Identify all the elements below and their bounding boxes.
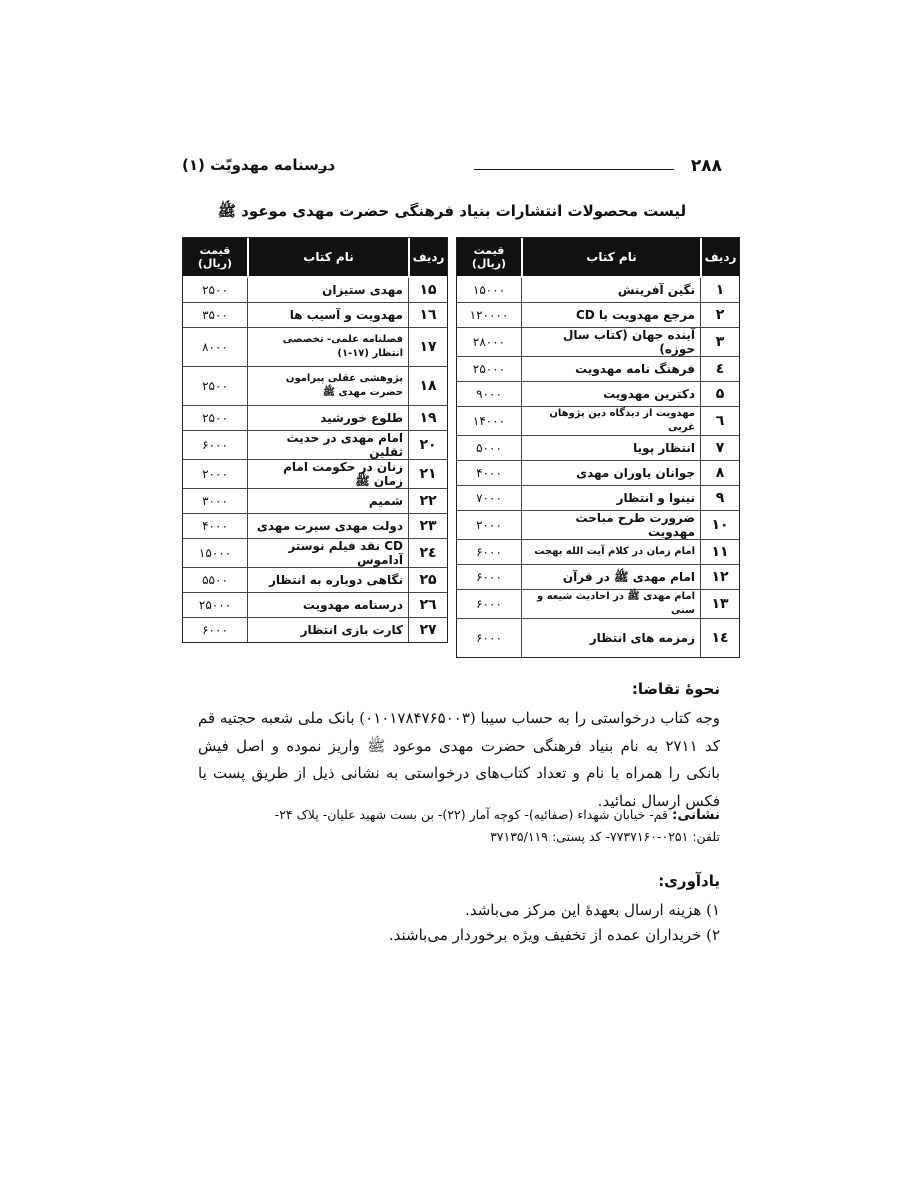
book-name-cell: امام زمان در کلام آیت الله بهجت: [521, 540, 700, 565]
book-name-cell: جوانان یاوران مهدی: [521, 461, 700, 486]
row-number-cell: ۲: [700, 303, 739, 328]
price-cell: ۲۵۰۰۰: [457, 357, 521, 382]
row-number-cell: ۲۷: [408, 618, 447, 642]
header-price: قیمت (ریال): [183, 238, 247, 278]
book-name-cell: انتظار پویا: [521, 436, 700, 461]
products-table-right: [456, 237, 740, 658]
running-header: [182, 156, 722, 182]
price-cell: ۵۵۰۰: [183, 568, 247, 593]
price-cell: ۶۰۰۰: [476, 631, 502, 645]
price-cell: ۶۰۰۰: [457, 590, 521, 619]
table-row: [183, 568, 447, 593]
row-number-cell: ۲۱: [408, 460, 447, 489]
phone-postal-line: تلفن: ۰۲۵۱-۷۷۳۷۱۶۰- کد پستی: ۳۷۱۳۵/۱۱۹: [490, 829, 720, 844]
table-row: [457, 565, 739, 590]
table-row: [183, 618, 447, 642]
row-number-cell: ۲۰: [408, 431, 447, 460]
price-cell: ۶۰۰۰: [202, 623, 228, 637]
price-cell: ۲۵۰۰: [183, 406, 247, 431]
table-left-body: [183, 278, 447, 642]
price-cell: ۱۲۰۰۰۰: [457, 303, 521, 328]
row-number-cell: ۱۸: [408, 367, 447, 406]
header-rule: [474, 169, 674, 170]
book-name-cell: نینوا و انتظار: [521, 486, 700, 511]
book-name-cell: امام مهدی ﷺ در احادیث شیعه و سنی: [521, 590, 700, 619]
book-title: درسنامه مهدویّت (۱): [182, 156, 336, 174]
row-number-cell: ۱۰: [700, 511, 739, 540]
row-number-cell: ١٤: [700, 619, 739, 657]
row-number-cell: ۷: [700, 436, 739, 461]
price-cell: ۵۰۰۰: [457, 436, 521, 461]
header-row-no: ردیف: [408, 238, 447, 278]
book-name-cell: امام مهدی ﷺ در قرآن: [521, 565, 700, 590]
book-name-cell: نگین آفرینش: [521, 278, 700, 303]
price-cell: ۴۰۰۰: [457, 461, 521, 486]
price-cell: ۱۴۰۰۰: [457, 407, 521, 436]
table-row: [457, 540, 739, 565]
header-row-no: ردیف: [700, 238, 739, 278]
header-book-name: نام کتاب: [247, 238, 408, 278]
book-name-cell: شمیم: [247, 489, 408, 514]
price-cell: ۶۰۰۰: [457, 565, 521, 590]
table-row: [457, 278, 739, 303]
reminder-list: [200, 898, 720, 948]
price-cell: ۱۵۰۰۰: [457, 278, 521, 303]
request-body: وجه کتاب درخواستی را به حساب سیبا (۰۱۰۱۷۸۴۷۶۵۰۰۳) بانک ملی شعبه حجتیه قم کد ۲۷۱۱ به نام بنیاد فرهنگی حضرت مهدی موعود ﷺ واریز نموده و اصل فیش بانکی را همراه با نام و تعداد کتاب‌های درخواستی به نشانی ذیل از طریق پست یا فکس ارسال نمائید.: [198, 709, 720, 810]
reminder-item: ۲) خریداران عمده از تخفیف ویژه برخوردار می‌باشند.: [388, 926, 720, 944]
table-row: [457, 382, 739, 407]
header-book-name: نام کتاب: [521, 238, 700, 278]
price-cell: ۳۰۰۰: [183, 489, 247, 514]
price-cell: ۲۵۰۰: [183, 367, 247, 406]
price-cell: ۲۵۰۰۰: [183, 593, 247, 618]
row-number-cell: ٤: [700, 357, 739, 382]
price-cell: ۲۰۰۰: [457, 511, 521, 540]
row-number-cell: ۱: [700, 278, 739, 303]
price-cell: ۲۵۰۰: [183, 278, 247, 303]
book-name-cell: فرهنگ نامه مهدویت: [521, 357, 700, 382]
table-row: [457, 461, 739, 486]
book-name-cell: مهدویت از دیدگاه دین پژوهان غربی: [521, 407, 700, 436]
request-heading: نحوهٔ تقاضا:: [631, 680, 720, 698]
table-row: [457, 303, 739, 328]
book-name-cell: کارت بازی انتظار: [247, 618, 408, 642]
page-number: ۲۸۸: [690, 156, 722, 176]
book-name-cell: مرجع مهدویت با CD: [521, 303, 700, 328]
table-row: [457, 619, 739, 657]
address-line: قم- خیابان شهداء (صفائیه)- کوچه آمار (۲۲)- بن بست شهید علیان- پلاک ۲۴-: [274, 807, 672, 822]
book-name-cell: پژوهشی عقلی پیرامون حضرت مهدی ﷺ: [247, 367, 408, 406]
row-number-cell: ۲٤: [408, 539, 447, 568]
book-name-cell: زمزمه های انتظار: [521, 619, 700, 657]
list-title: لیست محصولات انتشارات بنیاد فرهنگی حضرت مهدی موعود ﷺ: [217, 202, 687, 220]
book-name-cell: مهدویت و آسیب ها: [247, 303, 408, 328]
price-cell: ۲۰۰۰: [183, 460, 247, 489]
row-number-cell: ۱٦: [408, 303, 447, 328]
table-row: [183, 406, 447, 431]
row-number-cell: ۱۹: [408, 406, 447, 431]
row-number-cell: ۳: [700, 328, 739, 357]
row-number-cell: ۲۲: [408, 489, 447, 514]
table-row: [457, 511, 739, 540]
book-name-cell: آینده جهان (کتاب سال حوزه): [521, 328, 700, 357]
book-name-cell: دکترین مهدویت: [521, 382, 700, 407]
table-row: [183, 303, 447, 328]
table-row: [457, 328, 739, 357]
price-cell: ۹۰۰۰: [457, 382, 521, 407]
row-number-cell: ۲۵: [408, 568, 447, 593]
price-cell: ۸۰۰۰: [183, 328, 247, 367]
row-number-cell: ۱۵: [408, 278, 447, 303]
table-right-body: [457, 278, 739, 657]
address-block: [198, 804, 720, 847]
book-name-cell: امام مهدی در حدیث ثقلین: [247, 431, 408, 460]
book-name-cell: ضرورت طرح مباحث مهدویت: [521, 511, 700, 540]
book-name-cell: زنان در حکومت امام زمان ﷺ: [247, 460, 408, 489]
table-row: [183, 278, 447, 303]
table-row: [183, 367, 447, 406]
row-number-cell: ۱۲: [700, 565, 739, 590]
table-row: [183, 539, 447, 568]
table-row: [457, 436, 739, 461]
price-cell: ۳۵۰۰: [183, 303, 247, 328]
row-number-cell: ٦: [700, 407, 739, 436]
price-cell: ۷۰۰۰: [457, 486, 521, 511]
book-name-cell: دولت مهدی سیرت مهدی: [247, 514, 408, 539]
book-name-cell: درسنامه مهدویت: [247, 593, 408, 618]
address-label: نشانی:: [671, 807, 720, 823]
reminder-item: ۱) هزینه ارسال بعهدهٔ این مرکز می‌باشد.: [465, 901, 720, 919]
row-number-cell: ۲۳: [408, 514, 447, 539]
row-number-cell: ۱۱: [700, 540, 739, 565]
table-row: [457, 407, 739, 436]
table-row: [183, 328, 447, 367]
price-cell: ۱۵۰۰۰: [183, 539, 247, 568]
book-name-cell: مهدی ستیزان: [247, 278, 408, 303]
header-price: قیمت (ریال): [457, 238, 521, 278]
price-cell: ۲۸۰۰۰: [457, 328, 521, 357]
price-cell: ۶۰۰۰: [457, 540, 521, 565]
price-cell: ۶۰۰۰: [183, 431, 247, 460]
book-name-cell: CD نقد فیلم نوستر آداموس: [247, 539, 408, 568]
row-number-cell: ۵: [700, 382, 739, 407]
book-name-cell: طلوع خورشید: [247, 406, 408, 431]
table-row: [183, 431, 447, 460]
table-row: [457, 486, 739, 511]
table-row: [183, 460, 447, 489]
table-row: [183, 514, 447, 539]
book-name-cell: فصلنامه علمی- تخصصی انتظار (۱۷-۱): [247, 328, 408, 367]
price-cell: ۴۰۰۰: [183, 514, 247, 539]
table-row: [457, 590, 739, 619]
row-number-cell: ۲٦: [408, 593, 447, 618]
table-row: [183, 489, 447, 514]
reminder-heading: یادآوری:: [658, 872, 720, 890]
row-number-cell: ۸: [700, 461, 739, 486]
row-number-cell: ۱۷: [408, 328, 447, 367]
table-row: [183, 593, 447, 618]
table-row: [457, 357, 739, 382]
book-name-cell: نگاهی دوباره به انتظار: [247, 568, 408, 593]
products-table-left: [182, 237, 448, 643]
row-number-cell: ۹: [700, 486, 739, 511]
row-number-cell: ۱۳: [700, 590, 739, 619]
